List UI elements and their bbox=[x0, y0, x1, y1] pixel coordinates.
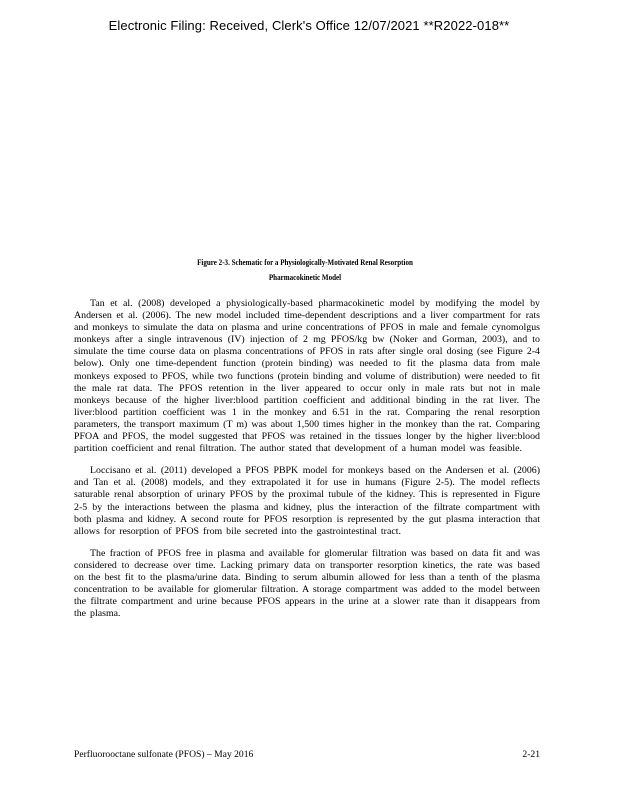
paragraph-loccisano-2011: Loccisano et al. (2011) developed a PFOS PBPK model for monkeys based on the Andersen et al. (2006) and Tan et al. (2008) models, and they extrapolated it for use in humans (Figure 2-5). The model reflects saturable renal absorption of urinary PFOS by the proximal tubule of the kidney. This is represented in Figure 2-5 by the interactions between the plasma and kidney, plus the interaction of the filtrate compartment with both plasma and kidney. A second route for PFOS resorption is represented by the gut plasma interaction that allows for resorption of PFOS from bile secreted into the gastrointestinal tract. bbox=[74, 465, 540, 537]
page-footer bbox=[74, 749, 540, 760]
paragraph-tan-2008: Tan et al. (2008) developed a physiologically-based pharmacokinetic model by modifying the model by Andersen et al. (2006). The new model included time-dependent descriptions and a liver compartment for rats and monkeys to simulate the data on plasma and urine concentrations of PFOS in male and female cynomolgus monkeys after a single intravenous (IV) injection of 2 mg PFOS/kg bw (Noker and Gorman, 2003), and to simulate the time course data on plasma concentrations of PFOS in rats after single oral dosing (see Figure 2-4 below). Only one time-dependent function (protein binding) was needed to fit the plasma data from male monkeys exposed to PFOS, while two functions (protein binding and volume of distribution) were needed to fit the male rat data. The PFOS retention in the liver appeared to occur only in male rats but not in male monkeys because of the higher liver:blood partition coefficient and additional binding in the rat liver. The liver:blood partition coefficient was 1 in the monkey and 6.51 in the rat. Comparing the renal resorption parameters, the transport maximum (T m) was about 1,500 times higher in the monkey than the rat. Comparing PFOA and PFOS, the model suggested that PFOS was retained in the tissues longer by the higher liver:blood partition coefficient and renal filtration. The author stated that development of a human model was feasible. bbox=[74, 298, 540, 455]
figure-caption-line-1: Figure 2-3. Schematic for a Physiologically-Motivated Renal Resorption bbox=[197, 257, 413, 267]
figure-caption bbox=[112, 255, 497, 285]
footer-document-title: Perfluorooctane sulfonate (PFOS) – May 2016 bbox=[74, 749, 254, 760]
body-text bbox=[74, 298, 540, 630]
filing-header: Electronic Filing: Received, Clerk's Office 12/07/2021 **R2022-018** bbox=[108, 18, 510, 33]
paragraph-free-fraction: The fraction of PFOS free in plasma and available for glomerular filtration was based on data fit and was considered to decrease over time. Lacking primary data on transporter resorption kinetics, the rate was based on the best fit to the plasma/urine data. Binding to serum albumin allowed for less than a tenth of the plasma concentration to be available for glomerular filtration. A storage compartment was added to the model between the filtrate compartment and urine because PFOS appears in the urine at a slower rate than it disappears from the plasma. bbox=[74, 547, 540, 620]
page-number: 2-21 bbox=[522, 749, 540, 760]
figure-caption-line-2: Pharmacokinetic Model bbox=[268, 272, 342, 282]
